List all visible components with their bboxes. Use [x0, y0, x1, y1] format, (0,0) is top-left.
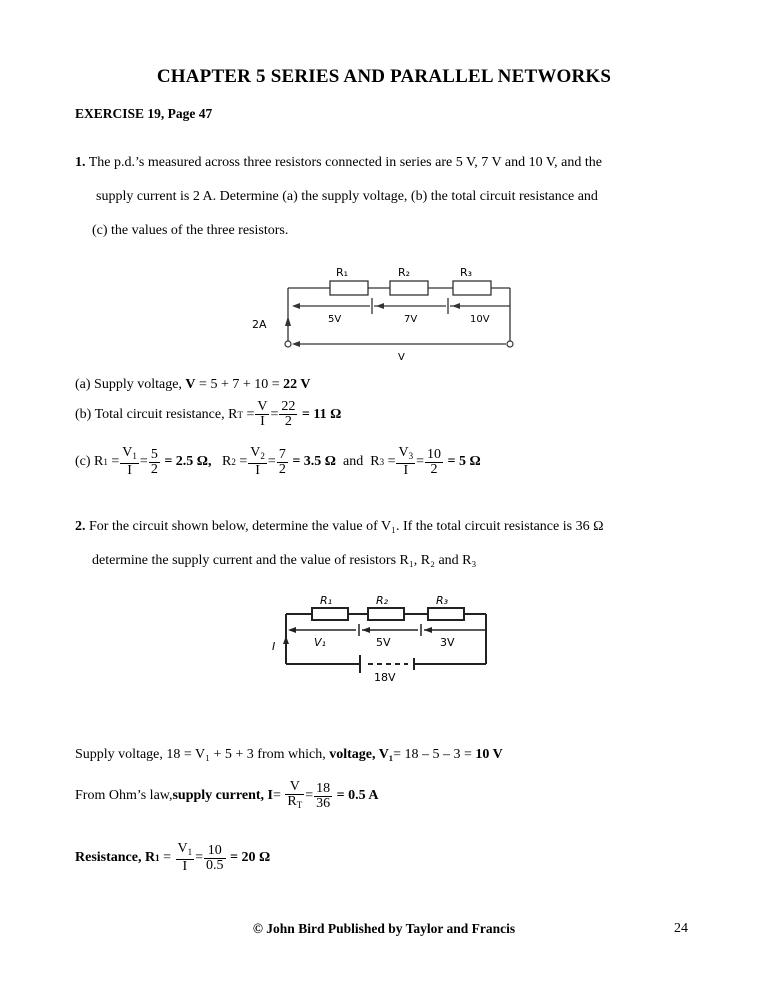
question-2-text-1: For the circuit shown below, determine the value of V₁. If the total circuit resistance is 36 Ω: [89, 519, 604, 534]
circuit-1-label-r2: R₂: [398, 266, 411, 279]
fraction: $\frac{V_1}{I}$: [177, 841, 193, 874]
circuit-1-label-v2: 7V: [404, 314, 418, 325]
circuit-2-label-supply: 18V: [374, 671, 396, 682]
circuit-1-label-v1: 5V: [328, 314, 342, 325]
answer-2-resistance-r1: Resistance, R 1 = $\frac{V_1}{I}$ = $\frac{10}{0.5}$ = 20 Ω: [75, 841, 271, 874]
question-1-number: 1.: [75, 155, 86, 170]
circuit-2-label-r3: R₃: [436, 594, 449, 607]
question-2-line-1: [75, 519, 603, 535]
fraction: $\frac{V_3}{I}$: [398, 445, 414, 478]
question-1-text-1: The p.d.’s measured across three resistors connected in series are 5 V, 7 V and 10 V, and the: [88, 155, 602, 170]
circuit-1-label-r3: R₃: [460, 266, 473, 279]
question-1-line-1: [75, 155, 602, 171]
fraction: $\frac{V}{I}$: [257, 399, 268, 429]
circuit-2-label-r1: R₁: [320, 594, 333, 607]
circuit-2-label-v2: 5V: [376, 636, 391, 649]
circuit-1-label-supply: V: [398, 352, 405, 363]
answer-1a: (a) Supply voltage, V = 5 + 7 + 10 = 22 V: [75, 377, 311, 392]
circuit-2-label-r2: R₂: [376, 594, 389, 607]
circuit-diagram-2: [268, 592, 494, 682]
answer-2-supply-current: From Ohm’s law, supply current, I = $\frac{V}{R_T}$ = $\frac{18}{36}$ = 0.5 A: [75, 779, 379, 811]
circuit-2-label-current: I: [272, 640, 276, 653]
answer-2-supply-voltage: Supply voltage, 18 = V₁ + 5 + 3 from which, voltage, V₁= 18 – 5 – 3 = 10 V: [75, 747, 503, 762]
answer-1c: (c) R 1 = $\frac{V_1}{I}$ = $\frac{5}{2}$ = 2.5 Ω, R 2 = $\frac{V_2}{I}$ = $\frac{7}{2}$ = 3.5 Ω and R 3 = $\frac{V_3}{I}$ = $\frac{10}{2}$ = 5 Ω: [75, 445, 481, 478]
circuit-2-label-v1: V₁: [314, 636, 326, 649]
fraction: $\frac{V_2}{I}$: [250, 445, 265, 478]
fraction: $\frac{22}{2}$: [281, 399, 296, 429]
footer-copyright: © John Bird Published by Taylor and Francis: [252, 921, 516, 936]
circuit-1-label-v3: 10V: [470, 314, 490, 325]
question-1-line-2: supply current is 2 A. Determine (a) the supply voltage, (b) the total circuit resistance and: [96, 189, 598, 204]
answer-1b: (b) Total circuit resistance, R T = $\frac{V}{I}$ = $\frac{22}{2}$ = 11 Ω: [75, 399, 342, 429]
circuit-1-label-current: 2A: [252, 318, 267, 331]
circuit-1-label-r1: R₁: [336, 266, 349, 279]
circuit-diagram-1: [248, 260, 528, 368]
fraction: $\frac{10}{0.5}$: [206, 842, 224, 873]
fraction: $\frac{V}{R_T}$: [287, 779, 303, 810]
fraction: $\frac{18}{36}$: [316, 780, 331, 811]
fraction: $\frac{5}{2}$: [150, 446, 158, 477]
fraction: $\frac{V_1}{I}$: [122, 445, 137, 478]
question-1-line-3: (c) the values of the three resistors.: [92, 223, 289, 238]
page-number: 24: [674, 921, 688, 936]
fraction: $\frac{10}{2}$: [427, 446, 442, 477]
question-2-number: 2.: [75, 519, 86, 534]
fraction: $\frac{7}{2}$: [278, 446, 286, 477]
question-2-line-2: determine the supply current and the value of resistors R₁, R₂ and R₃: [92, 553, 477, 568]
page-title: CHAPTER 5 SERIES AND PARALLEL NETWORKS: [156, 66, 612, 87]
exercise-heading: EXERCISE 19, Page 47: [75, 106, 213, 121]
circuit-2-label-v3: 3V: [440, 636, 455, 649]
